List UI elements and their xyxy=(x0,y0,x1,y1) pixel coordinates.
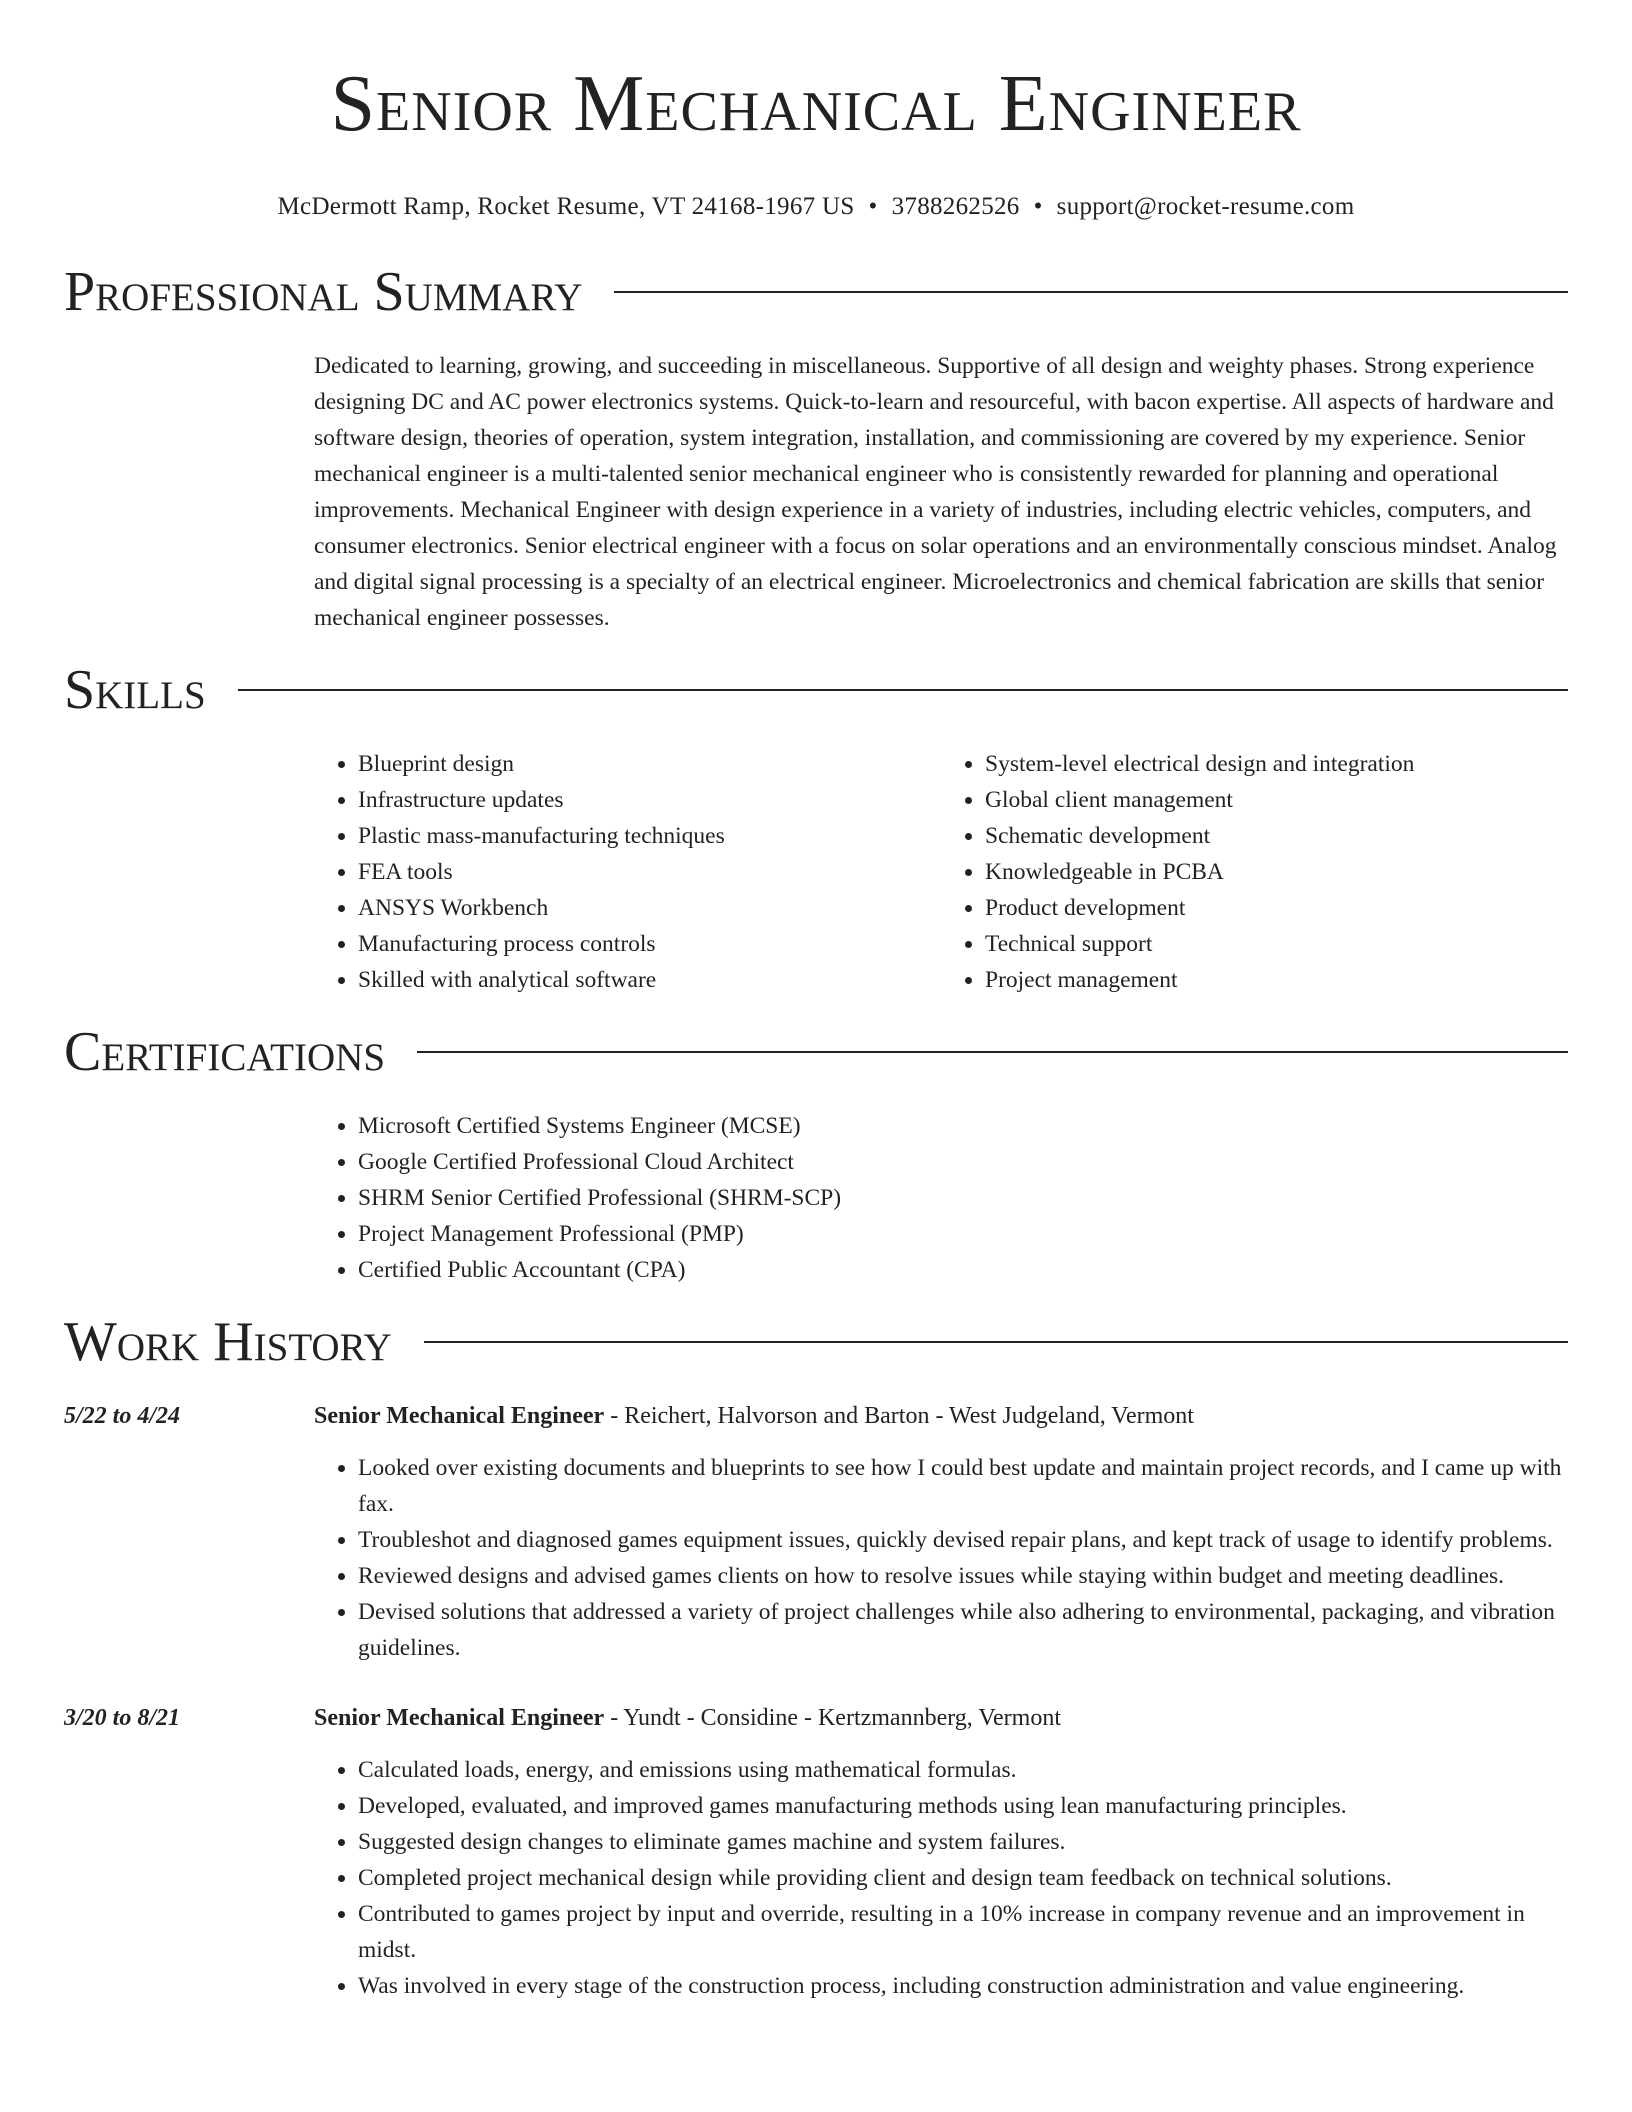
work-heading: Work History xyxy=(64,1311,392,1373)
job-bullet: • Looked over existing documents and blueprints to see how I could best update and maintain project records, and I came up with fax. xyxy=(358,1450,1568,1522)
job-bullets xyxy=(314,1752,1568,2004)
job-content xyxy=(314,1700,1568,2004)
skills-section-header xyxy=(64,660,1568,720)
certifications-block xyxy=(314,1108,1568,1288)
skill-item: • Product development xyxy=(985,890,1568,926)
job-bullet: • Calculated loads, energy, and emissions using mathematical formulas. xyxy=(358,1752,1568,1788)
skills-heading: Skills xyxy=(64,659,206,721)
certification-item: • Microsoft Certified Systems Engineer (MCSE) xyxy=(358,1108,1568,1144)
skill-item: • Infrastructure updates xyxy=(358,782,941,818)
skills-list-right xyxy=(941,746,1568,998)
skill-item: • FEA tools xyxy=(358,854,941,890)
job-dates: 3/20 to 8/21 xyxy=(64,1705,181,1731)
section-divider xyxy=(417,1051,1568,1053)
skill-item: • Global client management xyxy=(985,782,1568,818)
job-content xyxy=(314,1398,1568,1666)
job-company-location: - Reichert, Halvorson and Barton - West Judgeland, Vermont xyxy=(604,1403,1194,1429)
job-company-location: - Yundt - Considine - Kertzmannberg, Vermont xyxy=(604,1705,1062,1731)
contact-line xyxy=(64,192,1568,222)
job-heading xyxy=(314,1700,1568,1736)
job-bullet: • Completed project mechanical design while providing client and design team feedback on technical solutions. xyxy=(358,1860,1568,1896)
skills-columns xyxy=(314,746,1568,998)
skill-item: • Blueprint design xyxy=(358,746,941,782)
contact-address: McDermott Ramp, Rocket Resume, VT 24168-1967 US xyxy=(277,193,855,220)
resume-name: Senior Mechanical Engineer xyxy=(330,60,1302,148)
skill-item: • Knowledgeable in PCBA xyxy=(985,854,1568,890)
certification-item: • Project Management Professional (PMP) xyxy=(358,1216,1568,1252)
contact-separator: • xyxy=(868,193,878,220)
summary-text: Dedicated to learning, growing, and succeeding in miscellaneous. Supportive of all design and weighty phases. Strong experience designing DC and AC power electronics systems. Quick-to-learn and resourceful, with bacon expertise. All aspects of hardware and software design, theories of operation, system integration, installation, and commissioning are covered by my experience. Senior mechanical engineer is a multi-talented senior mechanical engineer who is consistently rewarded for planning and operational improvements. Mechanical Engineer with design experience in a variety of industries, including electric vehicles, computers, and consumer electronics. Senior electrical engineer with a focus on solar operations and an environmentally conscious mindset. Analog and digital signal processing is a specialty of an electrical engineer. Microelectronics and chemical fabrication are skills that senior mechanical engineer possesses. xyxy=(314,353,1557,631)
contact-separator: • xyxy=(1033,193,1043,220)
job-bullet: • Reviewed designs and advised games clients on how to resolve issues while staying within budget and meeting deadlines. xyxy=(358,1558,1568,1594)
section-divider xyxy=(238,689,1568,691)
skill-item: • Plastic mass-manufacturing techniques xyxy=(358,818,941,854)
certifications-list xyxy=(314,1108,1568,1288)
job-bullet: • Suggested design changes to eliminate games machine and system failures. xyxy=(358,1824,1568,1860)
job-dates: 5/22 to 4/24 xyxy=(64,1403,181,1429)
job-bullet: • Was involved in every stage of the construction process, including construction administration and value engineering. xyxy=(358,1968,1568,2004)
section-divider xyxy=(614,291,1568,293)
job-entry xyxy=(64,1398,1568,1666)
job-heading xyxy=(314,1398,1568,1434)
skill-item: • System-level electrical design and integration xyxy=(985,746,1568,782)
certification-item: • Certified Public Accountant (CPA) xyxy=(358,1252,1568,1288)
job-title: Senior Mechanical Engineer xyxy=(314,1403,605,1429)
skill-item: • Manufacturing process controls xyxy=(358,926,941,962)
skill-item: • ANSYS Workbench xyxy=(358,890,941,926)
section-divider xyxy=(424,1341,1568,1343)
skill-item: • Skilled with analytical software xyxy=(358,962,941,998)
job-bullet: • Developed, evaluated, and improved games manufacturing methods using lean manufacturing principles. xyxy=(358,1788,1568,1824)
job-bullet: • Contributed to games project by input and override, resulting in a 10% increase in company revenue and an improvement in midst. xyxy=(358,1896,1568,1968)
certification-item: • SHRM Senior Certified Professional (SHRM-SCP) xyxy=(358,1180,1568,1216)
job-bullet: • Devised solutions that addressed a variety of project challenges while also adhering to environmental, packaging, and vibration guidelines. xyxy=(358,1594,1568,1666)
certifications-heading: Certifications xyxy=(64,1021,386,1083)
skill-item: • Project management xyxy=(985,962,1568,998)
certification-item: • Google Certified Professional Cloud Architect xyxy=(358,1144,1568,1180)
contact-email: support@rocket-resume.com xyxy=(1056,193,1355,220)
job-entry xyxy=(64,1700,1568,2004)
job-title: Senior Mechanical Engineer xyxy=(314,1705,605,1731)
job-bullets xyxy=(314,1450,1568,1666)
certifications-section-header xyxy=(64,1022,1568,1082)
work-section-header xyxy=(64,1312,1568,1372)
skill-item: • Technical support xyxy=(985,926,1568,962)
skills-list-left xyxy=(314,746,941,998)
skill-item: • Schematic development xyxy=(985,818,1568,854)
job-bullet: • Troubleshot and diagnosed games equipment issues, quickly devised repair plans, and kept track of usage to identify problems. xyxy=(358,1522,1568,1558)
summary-heading: Professional Summary xyxy=(64,261,583,323)
summary-section-header xyxy=(64,262,1568,322)
contact-phone: 3788262526 xyxy=(891,193,1020,220)
